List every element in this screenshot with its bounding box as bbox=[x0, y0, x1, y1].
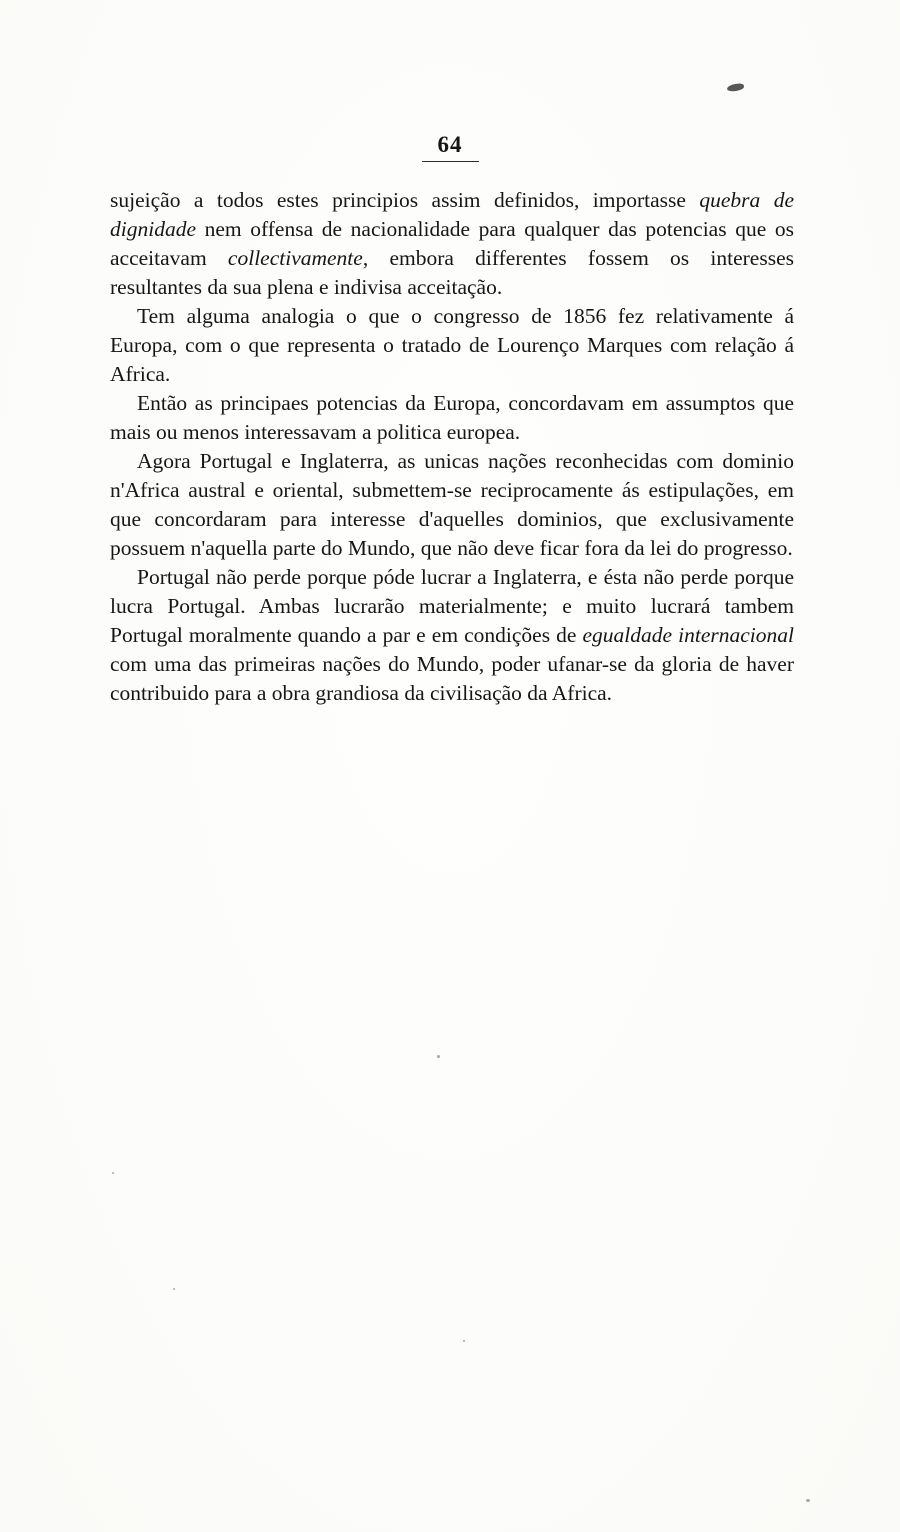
paragraph bbox=[110, 447, 794, 563]
text-segment-italic: egualdade internacional bbox=[582, 623, 794, 647]
scan-speck bbox=[806, 1499, 810, 1502]
ink-smudge bbox=[727, 83, 745, 92]
text-segment: com uma das primeiras nações do Mundo, poder ufanar-se da gloria de haver contribuido para a obra grandiosa da civilisação da Africa. bbox=[110, 652, 794, 705]
scan-speck bbox=[112, 1172, 114, 1174]
text-segment: Agora Portugal e Inglaterra, as unicas nações reconhecidas com dominio n'Africa austral e oriental, submettem-se reciprocamente ás estipulações, em que concordaram para interesse d'aquelles dominios, que exclusivamente possuem n'aquella parte do Mundo, que não deve ficar fora da lei do progresso. bbox=[110, 449, 794, 560]
scan-speck bbox=[437, 1055, 440, 1058]
text-segment: nem offensa de nacionalidade para qualquer das potencias que os acceitavam bbox=[110, 217, 794, 270]
text-segment: Portugal não perde porque póde lucrar a Inglaterra, e ésta não perde porque lucra Portugal. Ambas lucrarão materialmente; e muito lucrará tambem Portugal moralmente quando a par e em condições de bbox=[110, 565, 794, 647]
text-segment: sujeição a todos estes principios assim definidos, importasse bbox=[110, 188, 700, 212]
paragraph bbox=[110, 563, 794, 708]
text-segment-italic: quebra de dignidade bbox=[110, 188, 794, 241]
page-number-text: 64 bbox=[422, 132, 479, 162]
text-segment: , embora differentes fossem os interesses resultantes da sua plena e indivisa acceitação. bbox=[110, 246, 794, 299]
scan-speck bbox=[173, 1288, 175, 1290]
text-segment: Então as principaes potencias da Europa, concordavam em assumptos que mais ou menos interessavam a politica europea. bbox=[110, 391, 794, 444]
page-number bbox=[0, 132, 900, 162]
paragraph bbox=[110, 389, 794, 447]
text-segment: Tem alguma analogia o que o congresso de 1856 fez relativamente á Europa, com o que representa o tratado de Lourenço Marques com relação á Africa. bbox=[110, 304, 794, 386]
paragraph bbox=[110, 302, 794, 389]
text-segment-italic: collectivamente bbox=[227, 246, 363, 270]
body-text bbox=[110, 186, 794, 708]
paragraph bbox=[110, 186, 794, 302]
scan-speck bbox=[463, 1340, 465, 1342]
